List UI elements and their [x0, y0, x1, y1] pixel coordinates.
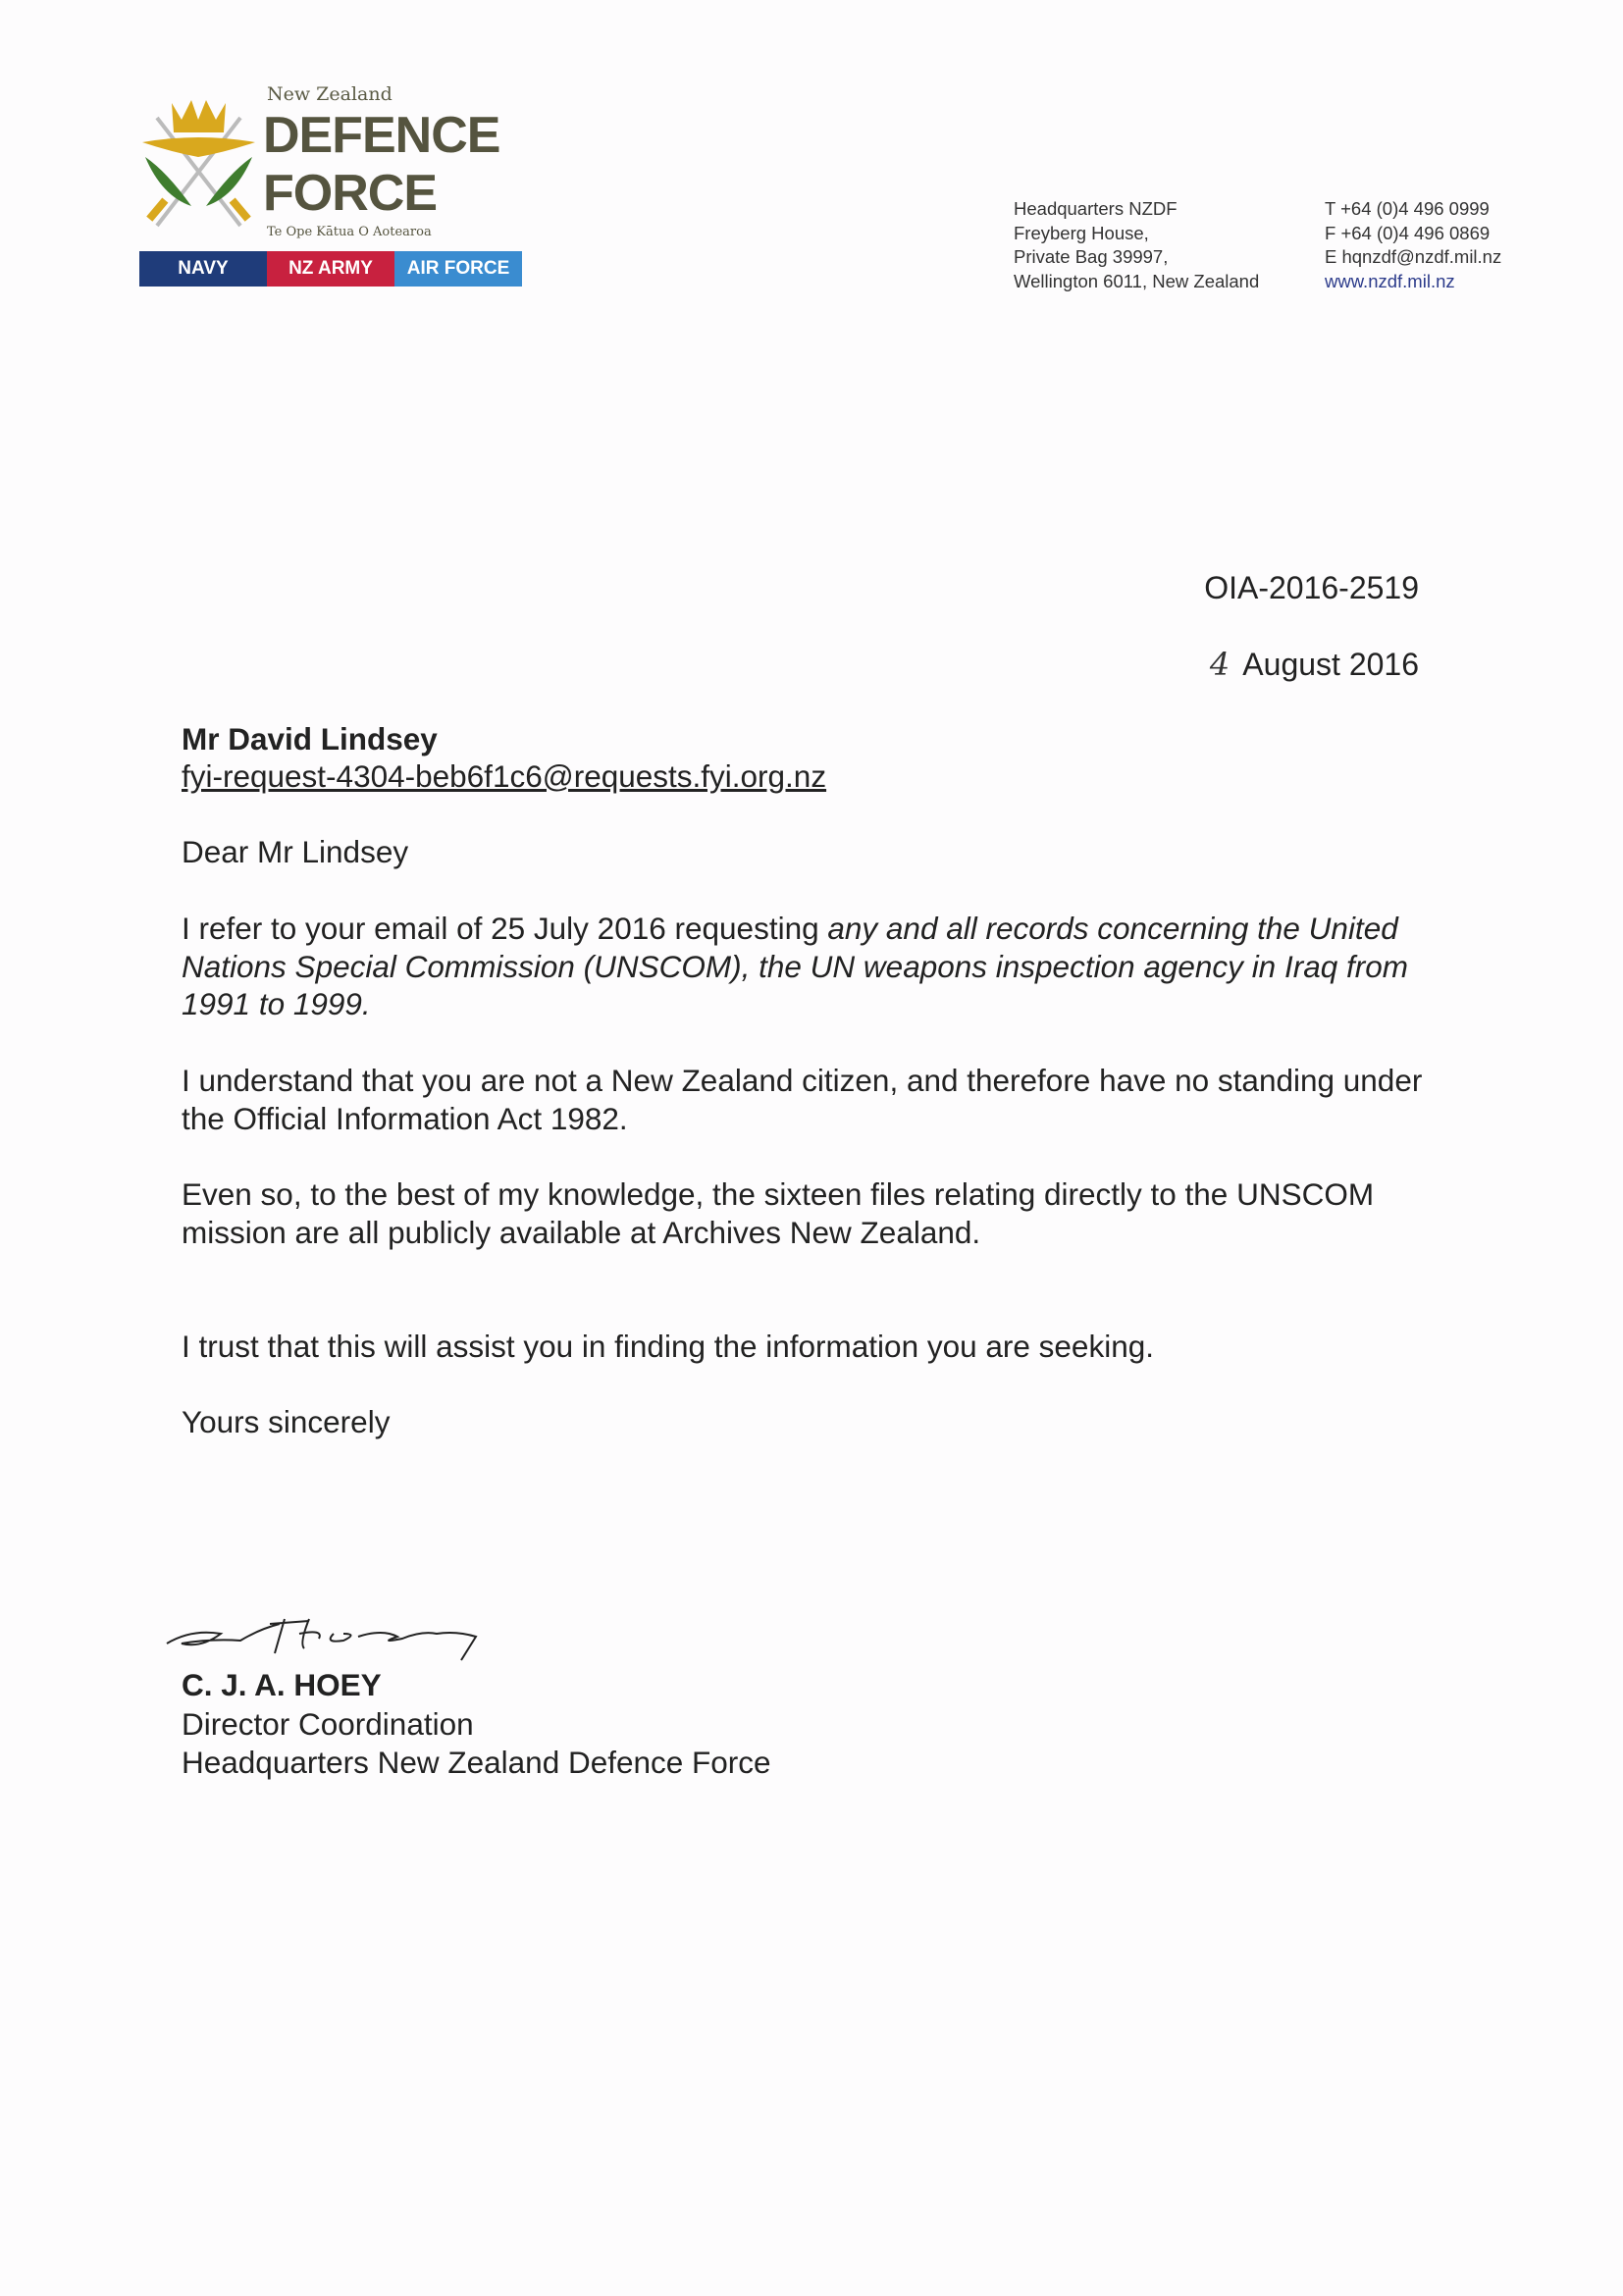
address-line: Private Bag 39997,: [1014, 246, 1169, 267]
address-block: [1014, 197, 1259, 293]
paragraph-2: I understand that you are not a New Zealand citizen, and therefore have no standing under the Official Information Act 1982.: [182, 1063, 1423, 1136]
reference-number: OIA-2016-2519: [1204, 570, 1419, 605]
nzdf-crest-logo: [137, 98, 260, 231]
paragraph-1-text: I refer to your email of 25 July 2016 requesting: [182, 911, 828, 946]
email[interactable]: E hqnzdf@nzdf.mil.nz: [1325, 246, 1502, 267]
website-link[interactable]: www.nzdf.mil.nz: [1325, 270, 1455, 291]
letter-date: [1210, 646, 1419, 683]
recipient-name: Mr David Lindsey: [182, 721, 438, 757]
navy-badge: NAVY: [139, 251, 267, 287]
contact-block: [1325, 197, 1501, 293]
army-badge: NZ ARMY: [267, 251, 394, 287]
org-name-line1: DEFENCE: [263, 107, 500, 164]
paragraph-4: I trust that this will assist you in finding the information you are seeking.: [182, 1329, 1154, 1364]
org-name-small: New Zealand: [267, 83, 393, 105]
org-tagline: Te Ope Kātua O Aotearoa: [267, 225, 432, 239]
org-name-line2: FORCE: [263, 165, 437, 222]
address-line: Freyberg House,: [1014, 222, 1149, 243]
signer-organisation: Headquarters New Zealand Defence Force: [182, 1745, 771, 1780]
airforce-badge: AIR FORCE: [394, 251, 522, 287]
fax: F +64 (0)4 496 0869: [1325, 222, 1491, 243]
recipient-email[interactable]: fyi-request-4304-beb6f1c6@requests.fyi.org.nz: [182, 758, 827, 794]
paragraph-1: [182, 910, 1447, 1023]
closing: Yours sincerely: [182, 1404, 391, 1439]
address-line: Wellington 6011, New Zealand: [1014, 270, 1260, 291]
signer-name: C. J. A. HOEY: [182, 1667, 382, 1702]
signer-title: Director Coordination: [182, 1706, 474, 1742]
request-quote: any and all records concerning the United Nations Special Commission (UNSCOM), the UN weapons inspection agency in Iraq from 1991 to 1999.: [182, 911, 1408, 1021]
handwritten-day: 4: [1209, 646, 1230, 683]
phone: T +64 (0)4 496 0999: [1325, 198, 1490, 219]
paragraph-3: Even so, to the best of my knowledge, the sixteen files relating directly to the UNSCOM mission are all publicly available at Archives New Zealand.: [182, 1176, 1375, 1250]
address-line: Headquarters NZDF: [1014, 198, 1178, 219]
signature: [162, 1599, 496, 1663]
salutation: Dear Mr Lindsey: [182, 834, 409, 869]
date-text: August 2016: [1235, 647, 1419, 682]
